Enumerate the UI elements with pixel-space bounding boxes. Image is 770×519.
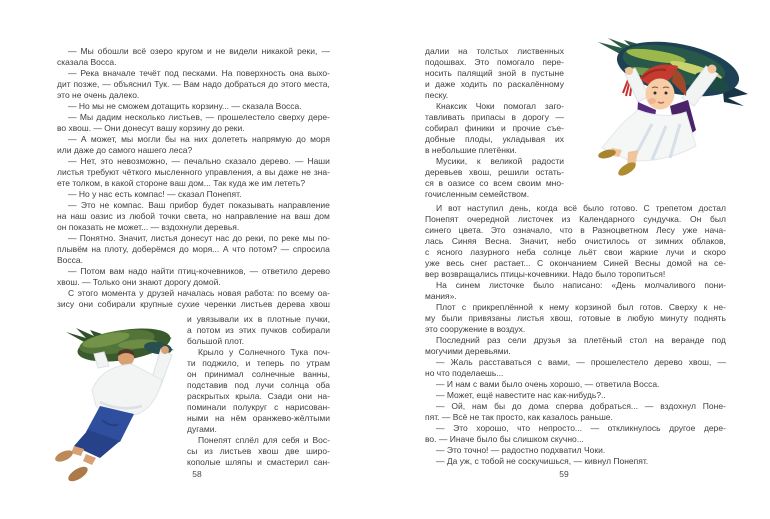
text-line: Последний раз сели друзья за плетёный стол на веранде под [436, 335, 726, 345]
text-line: и увязывали их в плотные пучки, [187, 314, 330, 324]
text-line: Крыло у Солнечного Тука поч- [198, 347, 330, 357]
text-line: носить палящий зной в пустыне [425, 68, 564, 78]
right-page-narrow-text-block [425, 46, 564, 200]
text-line: мания». [425, 291, 457, 301]
text-line: ными на нём оранжево-жёлтыми [187, 413, 330, 423]
text-line: Кнаксик Чоки помогал заго- [436, 101, 564, 111]
text-line: му были привязаны листья хвош, готовые в любую минуту поднять [425, 313, 726, 323]
text-line: Плот с прикреплённой к нему корзиной был готов. Сверху к не- [436, 302, 726, 312]
text-line: подставив под лучи солнца оба [187, 380, 330, 390]
text-line: лась Синяя Весна. Значит, небо очистилось от зимних облаков, [425, 236, 726, 246]
text-line: — Ой, нам бы до дома сперва добраться... — вздохнул Поне- [436, 401, 726, 411]
text-line: сы из листьев хвош две широ- [187, 446, 330, 456]
text-line: пят. — Всё не так просто, как казалось раньше. [425, 412, 613, 422]
text-line: это сооружение в воздух. [425, 324, 526, 334]
boy-flying-with-leaf-bundle-illustration [54, 328, 174, 486]
text-line: — Это не компас. Ваш прибор будет показывать направление [68, 200, 330, 210]
text-line: он принимал солнечные ванны, [187, 369, 330, 379]
page-number-left: 58 [192, 469, 202, 479]
text-line: добные плоды, укладывая их [425, 134, 564, 144]
text-line: песку. [425, 90, 449, 100]
text-line: — Нет, это невозможно, — печально сказало дерево. — Наши [68, 156, 330, 166]
text-line: На синем листочке было написано: «День молчаливого пони- [436, 280, 726, 290]
text-line: собирал финики и прочие съе- [425, 123, 564, 133]
text-line: гочисленным семейством. [425, 189, 530, 199]
text-line: или даже до самого нашего леса? [57, 145, 193, 155]
text-line: зису они собирали крупные сухие черенки листьев дерева хвош [57, 299, 330, 309]
text-line: поминали полукруг с нарисован- [187, 402, 330, 412]
text-line: он показать не может... — вздохнули деревья. [57, 222, 240, 232]
page-number-right: 59 [559, 469, 569, 479]
text-line: в небольшие плетёнки. [425, 145, 517, 155]
text-line: Понепят сплёл для себя и Вос- [198, 435, 330, 445]
text-line: дит позже, — объяснил Тук. — Вам надо добраться до этого места, [57, 79, 330, 89]
text-line: — Жаль расставаться с вами, — прошелестело дерево хвош, — [436, 357, 726, 367]
text-line: — Но мы не сможем дотащить корзину... — сказала Восса. [68, 101, 302, 111]
text-line: Мусики, к великой радости [436, 156, 564, 166]
text-line: с ясного лазурного неба солнце льёт свои жаркие лучи и скоро [425, 247, 726, 257]
text-line: Восса. [57, 255, 83, 265]
text-line: С этого момента у друзей началась новая работа: по всему оа- [68, 288, 330, 298]
text-line: и даже ходить по раскалённому [425, 79, 564, 89]
text-line: — И нам с вами было очень хорошо, — ответила Восса. [436, 379, 660, 389]
text-line: И вот наступил день, когда всё было готово. С трепетом достал [436, 203, 726, 213]
text-line: листья требуют чёткого мысленного управления, а вы даже не зна- [57, 167, 330, 177]
text-line: дугами. [187, 424, 217, 434]
text-line: большой плот. [187, 336, 244, 346]
text-line: это не очень далеко. [57, 90, 140, 100]
text-line: могучими деревьями. [425, 346, 511, 356]
text-line: кополые шляпы и смастерил сан- [187, 457, 330, 467]
text-line: — Мы дадим несколько листьев, — прошелестело сверху дере- [68, 112, 330, 122]
text-line: ти поджило, и теперь по утрам [187, 358, 330, 368]
text-line: на наш оазис из любой точки света, но направление на ваш дом [57, 211, 330, 221]
text-line: — Понятно. Значит, листья донесут нас до реки, по реке мы по- [68, 233, 330, 243]
text-line: — Река вначале течёт под песками. На поверхность она выхо- [68, 68, 330, 78]
text-line: — Мы обошли всё озеро кругом и не видели никакой реки, — [68, 46, 330, 56]
text-line: но что поделаешь... [425, 368, 504, 378]
text-line: — А может, мы могли бы на них долететь напрямую до моря [68, 134, 330, 144]
text-line: сказала Восса. [57, 57, 117, 67]
text-line: уже весь снег растает... С окончанием Синей Весны домой на се- [425, 258, 726, 268]
text-line: во. — Иначе было бы слишком скучно... [425, 434, 584, 444]
text-line: тавливать припасы в дорогу — [425, 112, 564, 122]
text-line: подошвах. Это помогало пере- [425, 57, 564, 67]
text-line: во хвош. — Они донесут вашу корзину до реки. [57, 123, 245, 133]
text-line: — Потом вам надо найти птиц-кочевников, — ответило дерево [68, 266, 330, 276]
text-line: далии на толстых лиственных [425, 46, 564, 56]
text-line: — Это точно! — радостно подхватил Чоки. [436, 445, 606, 455]
text-line: — Может, ещё навестите нас как-нибудь?.. [436, 390, 606, 400]
text-line: — Это хорошо, что непросто... — откликнулось другое дере- [436, 423, 726, 433]
text-line: — Но у нас есть компас! — сказал Понепят. [68, 189, 242, 199]
text-line: раскрытых крыла. Сзади они на- [187, 391, 330, 401]
right-page-text-block [425, 203, 726, 467]
text-line: синего цвета. Это означало, что в Разноцветном Лесу уже нача- [425, 225, 726, 235]
girl-carrying-leaf-bundle-illustration [594, 38, 750, 178]
text-line: деревьев хвош, решили остать- [425, 167, 564, 177]
text-line: ете толком, в какой стороне ваш дом... Так куда же им лететь? [57, 178, 306, 188]
text-line: вер возвращались птицы-кочевники. Надо было торопиться! [425, 269, 666, 279]
text-line: хвош. — Только они знают дорогу домой. [57, 277, 221, 287]
left-page-narrow-text-block [187, 314, 330, 468]
text-line: Понепят очередной листочек из Календарного сундучка. Он был [425, 214, 726, 224]
text-line: ся в оазисе со всем своим мно- [425, 178, 564, 188]
text-line: а потом из этих пучков собирали [187, 325, 330, 335]
text-line: — Да уж, с тобой не соскучишься, — кивнул Понепят. [436, 456, 649, 466]
left-page-text-block [57, 46, 330, 310]
text-line: плывём на плоту, доберёмся до моря... А что потом? — спросила [57, 244, 330, 254]
